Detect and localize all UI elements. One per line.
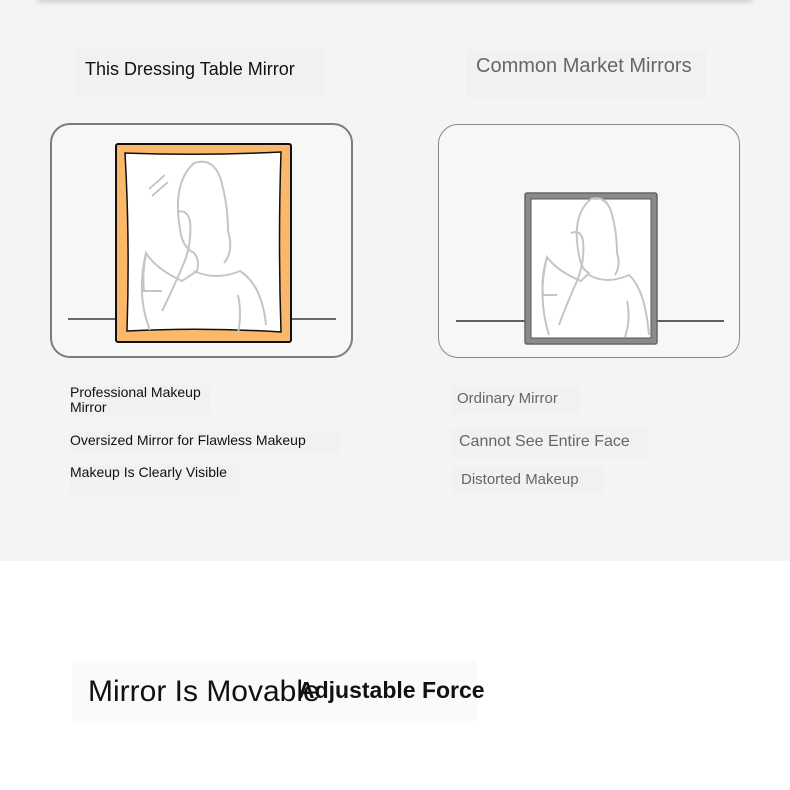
large-mirror-icon (52, 125, 355, 360)
left-feature-item: Oversized Mirror for Flawless Makeup (70, 431, 340, 453)
mirror-movable-label: Mirror Is Movable (88, 675, 320, 708)
left-feature-item: Professional Makeup Mirror (70, 385, 210, 415)
left-column-title: This Dressing Table Mirror (75, 47, 325, 95)
right-feature-item: Cannot See Entire Face (451, 428, 649, 458)
left-feature-item: Makeup Is Clearly Visible (70, 465, 240, 495)
right-feature-item: Distorted Makeup (453, 466, 603, 494)
adjustable-force-label: Adjustable Force (298, 677, 485, 703)
right-column-title: Common Market Mirrors (466, 50, 706, 98)
small-mirror-illustration (438, 124, 740, 358)
large-mirror-illustration (50, 123, 353, 358)
small-mirror-icon (439, 125, 741, 359)
right-feature-item: Ordinary Mirror (451, 386, 579, 414)
